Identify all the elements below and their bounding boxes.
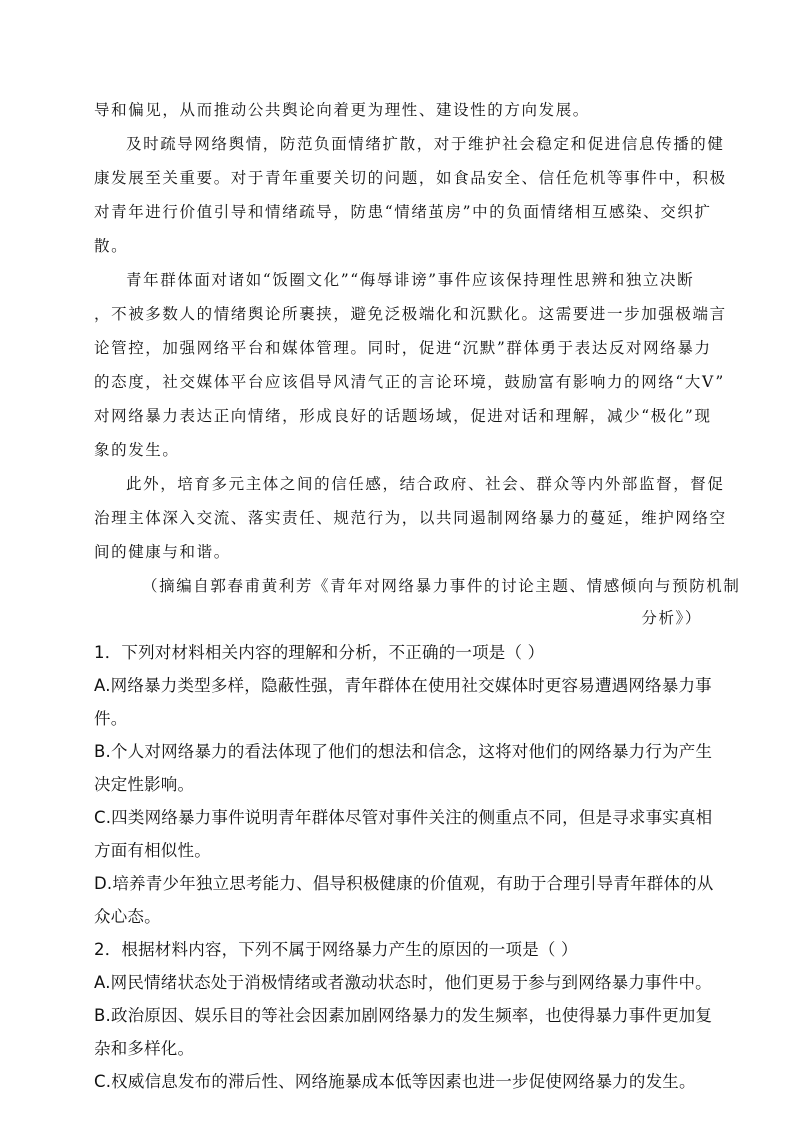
q2-option-b-line1: B.政治原因、娱乐目的等社会因素加剧网络暴力的发生频率，也使得暴力事件更加复 bbox=[94, 1006, 713, 1025]
passage-para2-line2: 康发展至关重要。对于青年重要关切的问题，如食品安全、信任危机等事件中，积极 bbox=[94, 169, 727, 187]
passage-para4-line2: 治理主体深入交流、落实责任、规范行为，以共同遏制网络暴力的蔓延，维护网络空 bbox=[94, 509, 727, 527]
q2-option-a-line1: A.网民情绪状态处于消极情绪或者激动状态时，他们更易于参与到网络暴力事件中。 bbox=[94, 973, 712, 992]
q1-option-b-line1: B.个人对网络暴力的看法体现了他们的想法和信念，这将对他们的网络暴力行为产生 bbox=[94, 742, 713, 761]
passage-para2-line1: 及时疏导网络舆情，防范负面情绪扩散，对于维护社会稳定和促进信息传播的健 bbox=[126, 135, 725, 153]
q2-option-b-line2: 杂和多样化。 bbox=[94, 1039, 195, 1058]
q1-option-d-line1: D.培养青少年独立思考能力、倡导积极健康的价值观，有助于合理引导青年群体的从 bbox=[94, 874, 714, 893]
q1-option-a-line1: A.网络暴力类型多样，隐蔽性强，青年群体在使用社交媒体时更容易遭遇网络暴力事 bbox=[94, 676, 712, 695]
question-2-stem: 2．根据材料内容，下列不属于网络暴力产生的原因的一项是（ ） bbox=[94, 940, 578, 959]
passage-para2-line4: 散。 bbox=[94, 237, 129, 255]
question-1-stem: 1．下列对材料相关内容的理解和分析，不正确的一项是（ ） bbox=[94, 643, 545, 662]
passage-para2-line3: 对青年进行价值引导和情绪疏导，防患“情绪茧房”中的负面情绪相互感染、交织扩 bbox=[94, 203, 712, 221]
q1-option-a-line2: 件。 bbox=[94, 709, 128, 728]
q1-option-c-line2: 方面有相似性。 bbox=[94, 841, 211, 860]
q2-option-c-line1: C.权威信息发布的滞后性、网络施暴成本低等因素也进一步促使网络暴力的发生。 bbox=[94, 1072, 696, 1091]
q1-option-d-line2: 众心态。 bbox=[94, 907, 161, 926]
passage-para3-line6: 象的发生。 bbox=[94, 441, 180, 459]
passage-para3-line4: 的态度，社交媒体平台应该倡导风清气正的言论环境，鼓励富有影响力的网络“大V” bbox=[94, 373, 725, 391]
source-citation-line1: （摘编自郭春甫黄利芳《青年对网络暴力事件的讨论主题、情感倾向与预防机制 bbox=[142, 577, 741, 595]
passage-para3-line1: 青年群体面对诸如“饭圈文化”“侮辱诽谤”事件应该保持理性思辨和独立决断 bbox=[126, 271, 695, 289]
passage-para3-line3: 论管控，加强网络平台和媒体管理。同时，促进“沉默”群体勇于表达反对网络暴力 bbox=[94, 339, 712, 357]
q1-option-b-line2: 决定性影响。 bbox=[94, 775, 195, 794]
passage-para3-line5: 对网络暴力表达正向情绪，形成良好的话题场域，促进对话和理解，减少“极化”现 bbox=[94, 407, 712, 425]
q1-option-c-line1: C.四类网络暴力事件说明青年群体尽管对事件关注的侧重点不同，但是寻求事实真相 bbox=[94, 808, 713, 827]
passage-para3-line2: ，不被多数人的情绪舆论所裹挟，避免泛极端化和沉默化。这需要进一步加强极端言 bbox=[94, 305, 727, 323]
passage-para4-line3: 间的健康与和谐。 bbox=[94, 543, 231, 561]
source-citation-line2: 分析》） bbox=[641, 609, 702, 627]
passage-para1-line1: 导和偏见，从而推动公共舆论向着更为理性、建设性的方向发展。 bbox=[94, 101, 590, 119]
passage-para4-line1: 此外，培育多元主体之间的信任感，结合政府、社会、群众等内外部监督，督促 bbox=[126, 475, 725, 493]
